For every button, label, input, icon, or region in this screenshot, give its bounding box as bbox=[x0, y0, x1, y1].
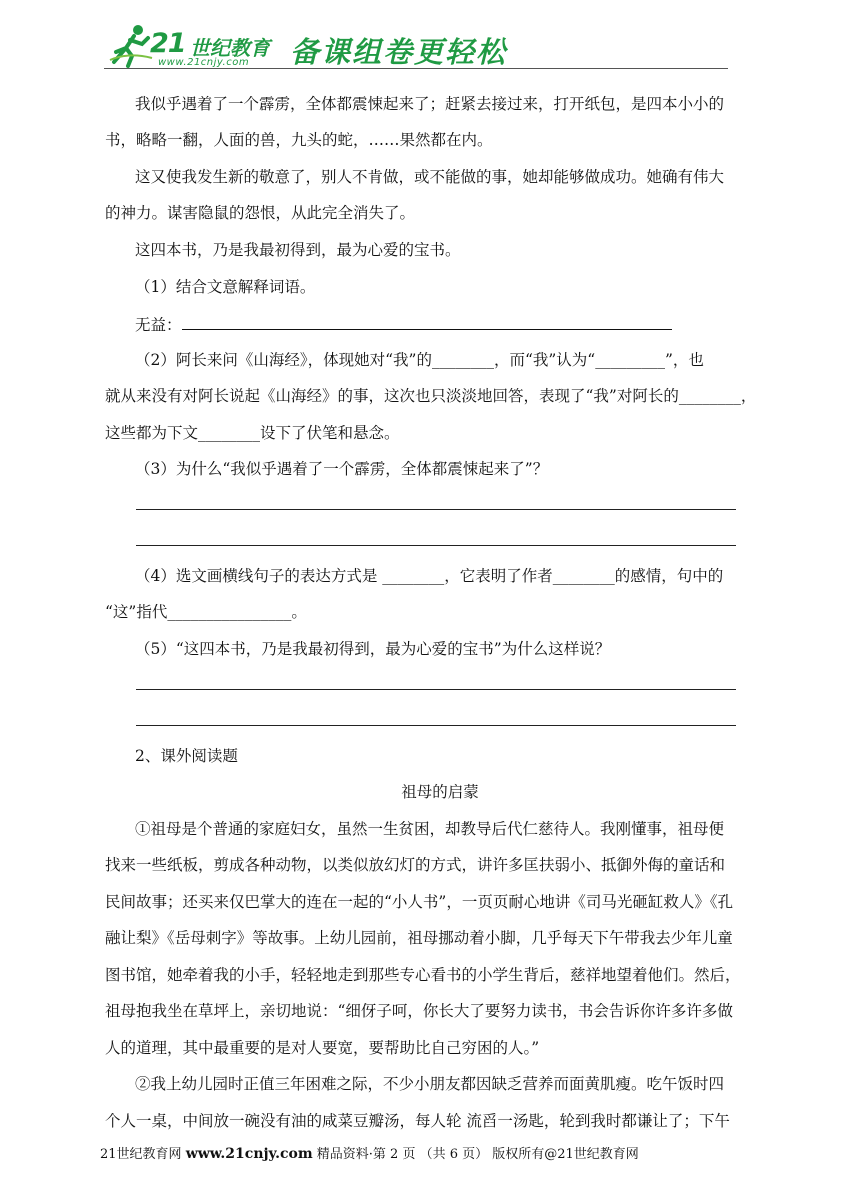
question-4-line: （4）选文画横线句子的表达方式是 ________，它表明了作者________的感情，句中的 bbox=[135, 567, 724, 585]
logo-url: www.21cnjy.com bbox=[158, 57, 250, 68]
word-label: 无益： bbox=[135, 316, 182, 334]
logo-number: 21 bbox=[150, 28, 186, 59]
question-2-line: 就从来没有对阿长说起《山海经》的事，这次也只淡淡地回答，表现了“我”对阿长的________， bbox=[105, 387, 757, 405]
paragraph-line: 融让梨》《岳母刺字》等故事。上幼儿园前，祖母挪动着小脚，几乎每天下午带我去少年儿童 bbox=[105, 929, 733, 947]
question-1-word bbox=[135, 313, 672, 335]
paragraph-line: 人的道理，其中最重要的是对人要宽，要帮助比自己穷困的人。” bbox=[105, 1039, 540, 1057]
question-5: （5）“这四本书，乃是我最初得到，最为心爱的宝书”为什么这样说？ bbox=[135, 640, 611, 658]
logo-text: 世纪教育 bbox=[190, 36, 270, 60]
article-title: 祖母的启蒙 bbox=[401, 783, 479, 801]
header-divider bbox=[104, 68, 728, 69]
paragraph-line: 民间故事；还买来仅巴掌大的连在一起的“小人书”，一页页耐心地讲《司马光砸缸救人》《孔 bbox=[105, 893, 734, 911]
footer-left: 21世纪教育网 bbox=[100, 1147, 182, 1162]
answer-line[interactable] bbox=[136, 545, 736, 546]
paragraph-line: ②我上幼儿园时正值三年困难之际，不少小朋友都因缺乏营养而面黄肌瘦。吃午饭时四 bbox=[135, 1075, 725, 1093]
answer-line[interactable] bbox=[136, 509, 736, 510]
paragraph-line: 这四本书，乃是我最初得到，最为心爱的宝书。 bbox=[135, 241, 461, 259]
question-4-line: “这”指代________________。 bbox=[105, 603, 307, 621]
runner-logo-icon bbox=[108, 22, 154, 68]
paragraph-line: 图书馆，她牵着我的小手，轻轻地走到那些专心看书的小学生背后，慈祥地望着他们。然后， bbox=[105, 966, 741, 984]
question-1: （1）结合文意解释词语。 bbox=[135, 278, 316, 296]
paragraph-line: 祖母抱我坐在草坪上，亲切地说：“细伢子呵，你长大了要努力读书，书会告诉你许多许多做 bbox=[105, 1002, 733, 1020]
paragraph-line: 这又使我发生新的敬意了，别人不肯做，或不能做的事，她却能够做成功。她确有伟大 bbox=[135, 168, 725, 186]
answer-line[interactable] bbox=[136, 725, 736, 726]
paragraph-line: 书，略略一翻，人面的兽，九头的蛇，……果然都在内。 bbox=[105, 131, 493, 149]
question-3: （3）为什么“我似乎遇着了一个霹雳，全体都震悚起来了”？ bbox=[135, 460, 549, 478]
footer-page-info: 精品资料·第 2 页 （共 6 页） 版权所有@21世纪教育网 bbox=[316, 1147, 639, 1162]
answer-blank[interactable] bbox=[182, 313, 672, 330]
question-2-line: （2）阿长来问《山海经》，体现她对“我”的________，而“我”认为“_________”，也 bbox=[135, 351, 704, 369]
paragraph-line: 找来一些纸板，剪成各种动物，以类似放幻灯的方式，讲许多匡扶弱小、抵御外侮的童话和 bbox=[105, 856, 726, 874]
footer-site[interactable]: www.21cnjy.com bbox=[185, 1146, 313, 1162]
page-footer bbox=[100, 1143, 780, 1162]
paragraph-line: 我似乎遇着了一个霹雳，全体都震悚起来了；赶紧去接过来，打开纸包，是四本小小的 bbox=[135, 95, 725, 113]
section-heading: 2、课外阅读题 bbox=[135, 747, 238, 765]
paragraph-line: 的神力。谋害隐鼠的怨恨，从此完全消失了。 bbox=[105, 204, 416, 222]
question-2-line: 这些都为下文________设下了伏笔和悬念。 bbox=[105, 424, 400, 442]
paragraph-line: 个人一桌，中间放一碗没有油的咸菜豆瓣汤，每人轮 流舀一汤匙，轮到我时都谦让了；下午 bbox=[105, 1112, 730, 1130]
paragraph-line: ①祖母是个普通的家庭妇女，虽然一生贫困，却教导后代仁慈待人。我刚懂事，祖母便 bbox=[135, 820, 725, 838]
answer-line[interactable] bbox=[136, 689, 736, 690]
header-slogan: 备课组卷更轻松 bbox=[290, 35, 508, 69]
